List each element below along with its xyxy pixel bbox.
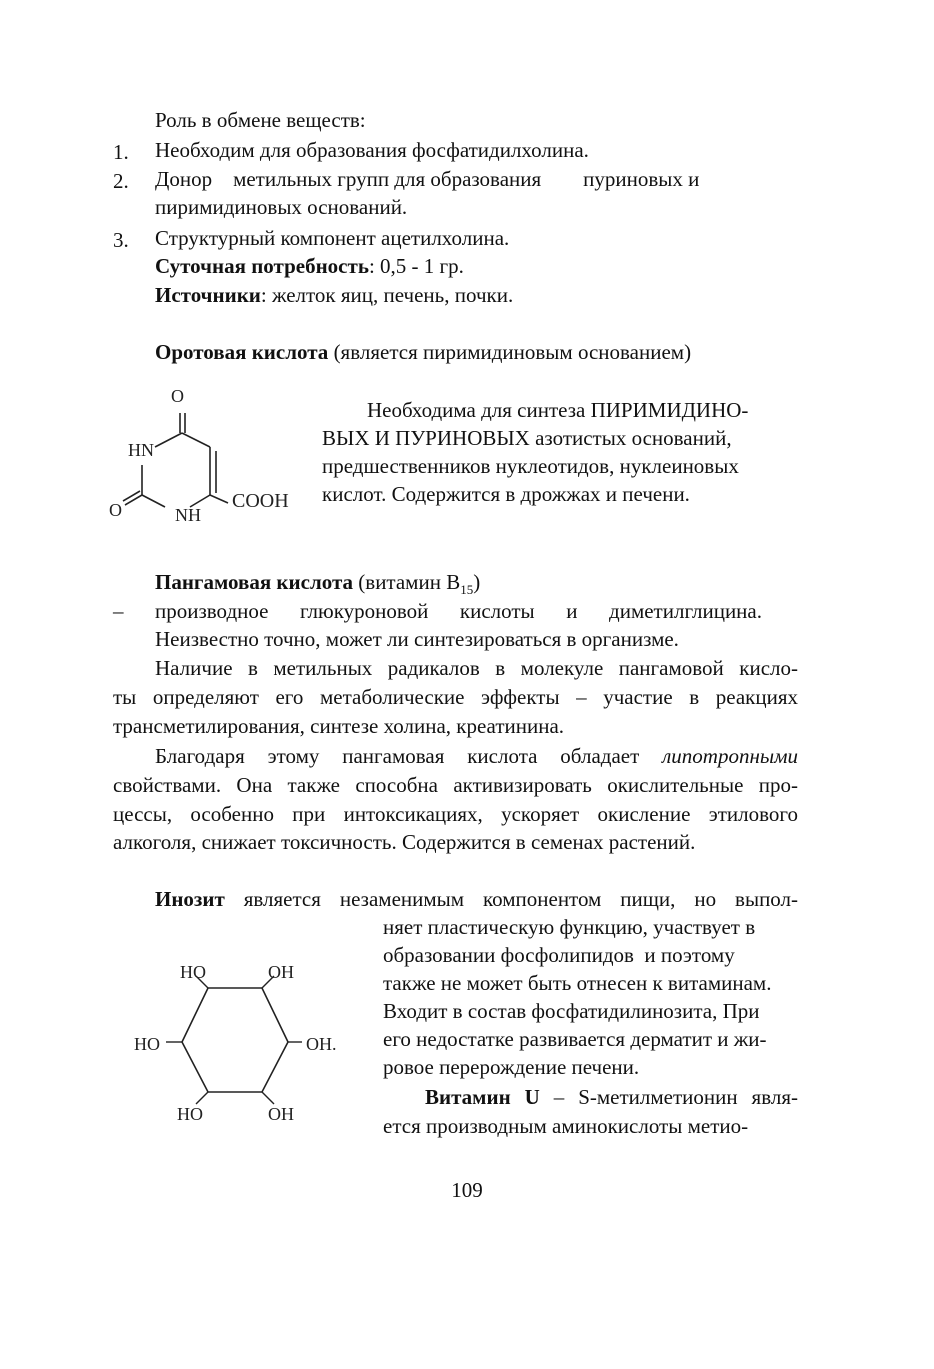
orotic-text-line-1: Необходима для синтеза ПИРИМИДИНО- (367, 398, 749, 422)
vitamin-u-rest: – S-метилметионин явля- (539, 1085, 798, 1109)
daily-value: : 0,5 - 1 гр. (368, 254, 464, 278)
pangamic-line-5: трансметилирования, синтезе холина, креатинина. (113, 714, 565, 738)
orotic-cooh: COOH (232, 490, 289, 512)
vitamin-u-title: Витамин U (425, 1085, 540, 1109)
pangamic-title: Пангамовая кислота (155, 570, 354, 594)
inositol-line-4: также не может быть отнесен к витаминам. (383, 971, 772, 995)
pangamic-line-4: ты определяют его метаболические эффекты – участие в реакциях (113, 685, 798, 709)
list-item-2-line-2: пиримидиновых оснований. (155, 195, 408, 219)
inositol-line-1 (155, 885, 798, 914)
inositol-oh-right: OH. (306, 1034, 337, 1054)
pangamic-p2-line-1 (155, 742, 798, 771)
inositol-line-2: няет пластическую функцию, участвует в (383, 915, 756, 939)
pangamic-line-2: Неизвестно точно, может ли синтезироваться в организме. (155, 627, 679, 651)
list-item-2-line-1: Донор метильных групп для образования пуриновых и (155, 167, 700, 191)
daily-requirement (155, 252, 464, 281)
orotic-o-top: O (171, 386, 184, 406)
pangamic-line-1: производное глюкуроновой кислоты и диметилглицина. (155, 599, 762, 623)
pangamic-p2-line-4: алкоголя, снижает токсичность. Содержится в семенах растений. (113, 830, 696, 854)
inositol-oh-top-right: OH (268, 962, 294, 982)
inositol-line-3: образовании фосфолипидов и поэтому (383, 943, 735, 967)
inositol-title: Инозит (155, 887, 225, 911)
orotic-note: (является пиримидиновым основанием) (328, 340, 692, 364)
orotic-heading (155, 338, 691, 367)
orotic-o-left: O (109, 500, 122, 520)
pangamic-note-pre: (витамин В (353, 570, 461, 594)
orotic-text-line-3: предшественников нуклеотидов, нуклеиновых (322, 454, 739, 478)
orotic-nh: NH (175, 505, 201, 525)
orotic-hn: HN (128, 440, 154, 460)
sources-value: : желток яиц, печень, почки. (260, 283, 514, 307)
orotic-text-line-4: кислот. Содержится в дрожжах и печени. (322, 482, 690, 506)
pangamic-note-sub: 15 (460, 582, 474, 598)
pangamic-p2-line-2: свойствами. Она также способна активизировать окислительные про- (113, 773, 798, 797)
list-number-1: 1. (113, 140, 129, 164)
inositol-ho-top-left: HO (180, 962, 206, 982)
daily-label: Суточная потребность (155, 254, 369, 278)
list-item-1: Необходим для образования фосфатидилхолина. (155, 138, 589, 162)
orotic-title: Оротовая кислота (155, 340, 329, 364)
pangamic-p2-italic: липотропными (662, 744, 798, 768)
inositol-line-6: его недостатке развивается дерматит и жи- (383, 1027, 767, 1051)
pangamic-line-3: Наличие в метильных радикалов в молекуле пангамовой кисло- (155, 656, 798, 680)
pangamic-p2-line-3: цессы, особенно при интоксикациях, ускоряет окисление этилового (113, 802, 798, 826)
list-number-2: 2. (113, 169, 129, 193)
pangamic-note-post: ) (473, 570, 481, 594)
inositol-line-5: Входит в состав фосфатидилинозита, При (383, 999, 760, 1023)
inositol-ho-bottom-left: HO (177, 1104, 203, 1124)
pangamic-dash: – (113, 599, 124, 623)
list-item-3: Структурный компонент ацетилхолина. (155, 226, 510, 250)
inositol-ho-left: HO (134, 1034, 160, 1054)
sources-label: Источники (155, 283, 261, 307)
vitamin-u-line-1 (425, 1083, 798, 1112)
inositol-first-line: является незаменимым компонентом пищи, но выпол- (224, 887, 798, 911)
inositol-oh-bottom-right: OH (268, 1104, 294, 1124)
vitamin-u-line-2: ется производным аминокислоты метио- (383, 1114, 749, 1138)
orotic-text-line-2: ВЫХ И ПУРИНОВЫХ азотистых оснований, (322, 426, 732, 450)
pangamic-p2-pre: Благодаря этому пангамовая кислота обладает (155, 744, 663, 768)
page-number: 109 (451, 1178, 483, 1202)
inositol-line-7: ровое перерождение печени. (383, 1055, 640, 1079)
sources (155, 281, 513, 310)
role-heading: Роль в обмене веществ: (155, 108, 366, 132)
list-number-3: 3. (113, 228, 129, 252)
